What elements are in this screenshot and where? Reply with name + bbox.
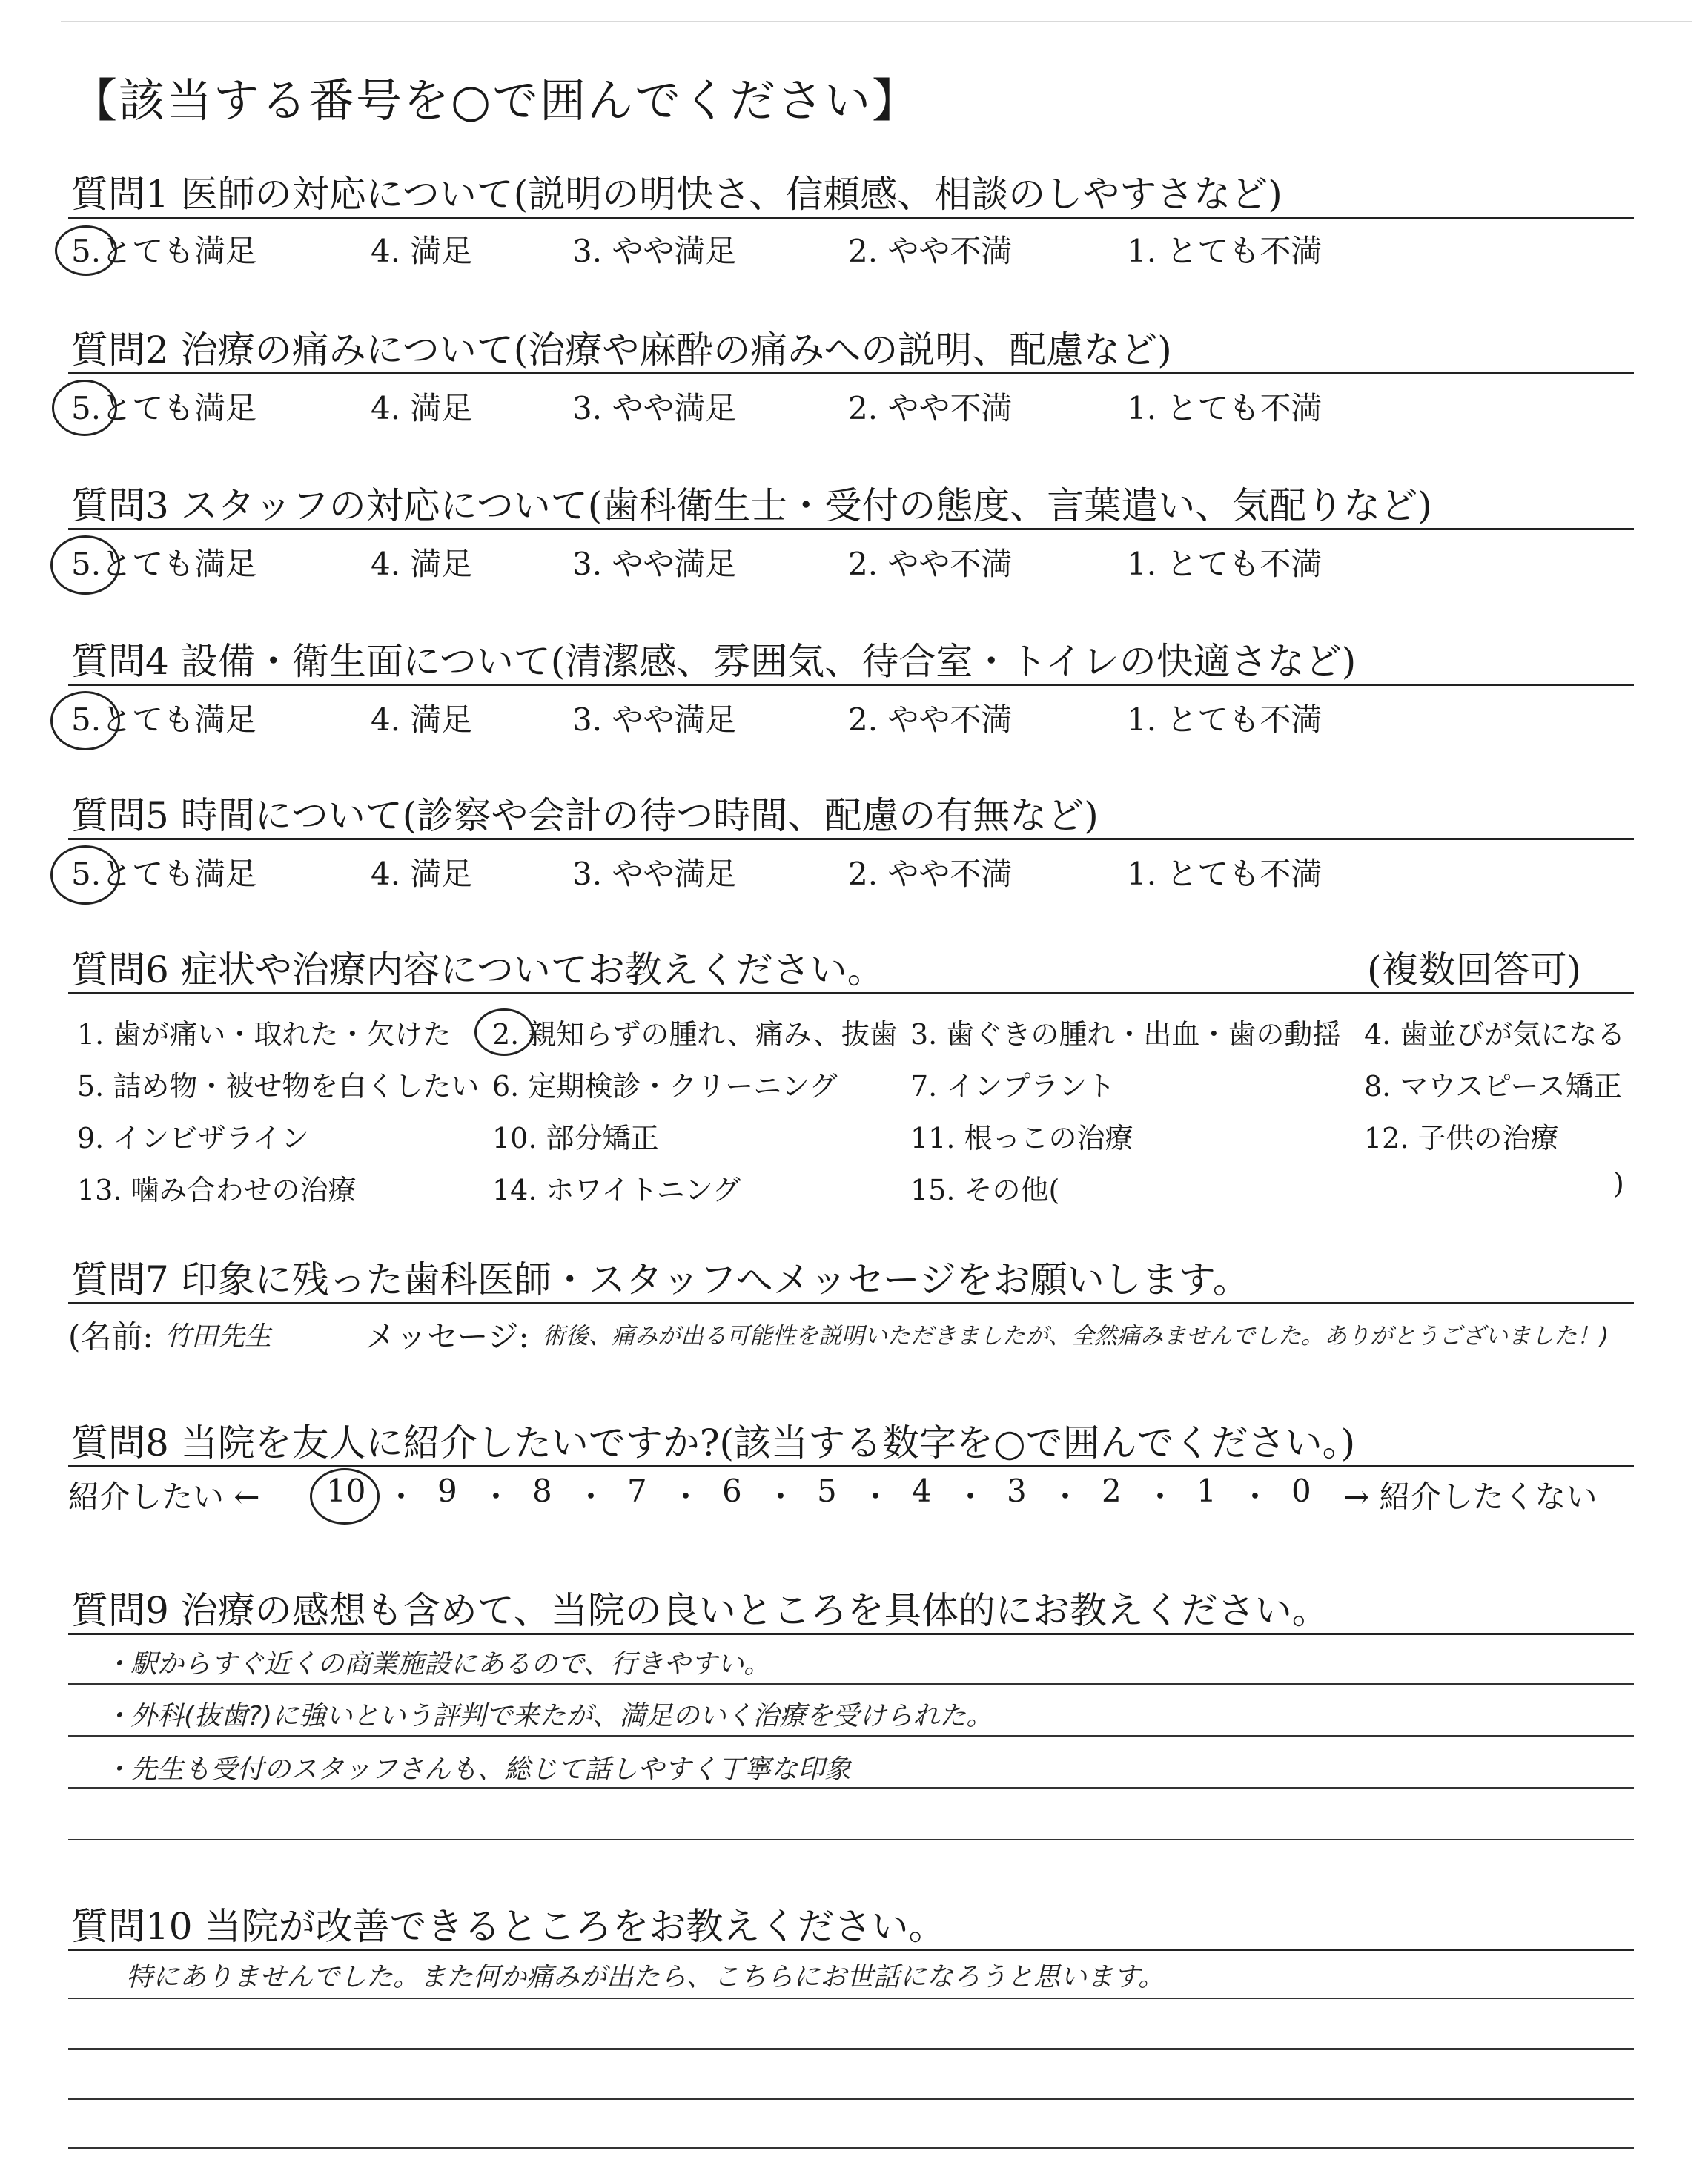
q8-label: 質問8 当院を友人に紹介したいですか?(該当する数字を○で囲んでください。) — [71, 1421, 1356, 1464]
q1-selection-circle — [55, 225, 117, 276]
q8-right-label: → 紹介したくない — [1343, 1479, 1598, 1515]
q8-scale-0[interactable]: 0 — [1291, 1473, 1311, 1509]
q8-dot: ・ — [1050, 1479, 1082, 1515]
q4-option-2[interactable]: 2. やや不満 — [848, 701, 1013, 738]
q4-option-1[interactable]: 1. とても不満 — [1127, 701, 1323, 738]
q6-rule — [68, 992, 1634, 994]
q6-note: (複数回答可) — [1367, 948, 1582, 991]
q1-option-5[interactable]: 5.とても満足 — [71, 233, 257, 269]
q10-answer-line-1 — [68, 1998, 1634, 1999]
q3-selection-circle — [50, 535, 120, 595]
q8-scale-4[interactable]: 4 — [912, 1473, 932, 1509]
q8-dot: ・ — [955, 1479, 987, 1515]
q4-option-4[interactable]: 4. 満足 — [371, 701, 473, 738]
q10-answer-line-2 — [68, 2048, 1634, 2050]
q8-scale-7[interactable]: 7 — [627, 1473, 647, 1509]
q9-answer-1[interactable]: ・駅からすぐ近くの商業施設にあるので、行きやすい。 — [104, 1649, 771, 1680]
q3-option-2[interactable]: 2. やや不満 — [848, 546, 1013, 582]
q8-dot: ・ — [1145, 1479, 1176, 1515]
q10-answer-line-4 — [68, 2147, 1634, 2149]
q5-label: 質問5 時間について(診察や会計の待つ時間、配慮の有無など) — [71, 794, 1099, 837]
q6-item-4[interactable]: 4. 歯並びが気になる — [1364, 1018, 1626, 1051]
q7-name-prefix: (名前: — [68, 1318, 153, 1355]
q6-label: 質問6 症状や治療内容についてお教えください。 — [71, 948, 884, 991]
q8-dot: ・ — [765, 1479, 797, 1515]
page-title: 【該当する番号を○で囲んでください】 — [71, 73, 920, 128]
q2-option-1[interactable]: 1. とても不満 — [1127, 390, 1323, 426]
q9-answer-line-4 — [68, 1839, 1634, 1840]
q6-item-15[interactable]: 15. その他( — [910, 1174, 1060, 1206]
q8-scale-8[interactable]: 8 — [532, 1473, 552, 1509]
q4-option-3[interactable]: 3. やや満足 — [572, 701, 737, 738]
q6-item-2[interactable]: 2. 親知らずの腫れ、痛み、抜歯 — [492, 1018, 898, 1051]
q6-item-11[interactable]: 11. 根っこの治療 — [910, 1122, 1133, 1155]
q8-dot: ・ — [385, 1479, 417, 1515]
q8-scale-6[interactable]: 6 — [722, 1473, 742, 1509]
q8-scale-10[interactable]: 10 — [326, 1473, 366, 1509]
q1-option-1[interactable]: 1. とても不満 — [1127, 233, 1323, 269]
q7-answer-row — [68, 1312, 1634, 1358]
q9-answer-3[interactable]: ・先生も受付のスタッフさんも、総じて話しやすく丁寧な印象 — [104, 1754, 852, 1785]
q6-item-3[interactable]: 3. 歯ぐきの腫れ・出血・歯の動揺 — [910, 1018, 1341, 1051]
q10-answer[interactable]: 特にありませんでした。また何か痛みが出たら、こちらにお世話になろうと思います。 — [126, 1962, 1165, 1992]
q8-scale-2[interactable]: 2 — [1102, 1473, 1122, 1509]
q8-dot: ・ — [860, 1479, 892, 1515]
q6-selection-circle — [474, 1008, 534, 1056]
q4-selection-circle — [50, 691, 120, 750]
q2-option-3[interactable]: 3. やや満足 — [572, 390, 737, 426]
q9-label: 質問9 治療の感想も含めて、当院の良いところを具体的にお教えください。 — [71, 1589, 1329, 1632]
q5-selection-circle — [50, 845, 120, 905]
q10-answer-line-3 — [68, 2098, 1634, 2100]
q7-rule — [68, 1302, 1634, 1304]
q7-message-prefix: メッセージ: — [365, 1318, 529, 1355]
q9-answer-line-1 — [68, 1683, 1634, 1685]
q5-rule — [68, 838, 1634, 840]
q2-option-5[interactable]: 5.とても満足 — [71, 390, 257, 426]
q5-option-5[interactable]: 5.とても満足 — [71, 856, 257, 892]
q6-item-9[interactable]: 9. インビザライン — [77, 1122, 310, 1155]
q7-name-value[interactable]: 竹田先生 — [165, 1321, 272, 1352]
q2-label: 質問2 治療の痛みについて(治療や麻酔の痛みへの説明、配慮など) — [71, 328, 1172, 371]
q9-answer-line-2 — [68, 1735, 1634, 1737]
q3-label: 質問3 スタッフの対応について(歯科衛生士・受付の態度、言葉遣い、気配りなど) — [71, 484, 1432, 527]
q8-rule — [68, 1465, 1634, 1467]
q6-item-15-close: ) — [1613, 1167, 1624, 1200]
q8-left-label: 紹介したい ← — [68, 1479, 260, 1515]
q4-rule — [68, 684, 1634, 686]
q2-option-4[interactable]: 4. 満足 — [371, 390, 473, 426]
q6-item-14[interactable]: 14. ホワイトニング — [492, 1174, 741, 1206]
q6-item-6[interactable]: 6. 定期検診・クリーニング — [492, 1070, 838, 1103]
q2-selection-circle — [52, 380, 117, 436]
q5-option-1[interactable]: 1. とても不満 — [1127, 856, 1323, 892]
q8-dot: ・ — [575, 1479, 607, 1515]
q6-item-10[interactable]: 10. 部分矯正 — [492, 1122, 659, 1155]
q4-option-5[interactable]: 5.とても満足 — [71, 701, 257, 738]
q1-option-4[interactable]: 4. 満足 — [371, 233, 473, 269]
q3-option-3[interactable]: 3. やや満足 — [572, 546, 737, 582]
q8-dot: ・ — [480, 1479, 512, 1515]
q6-item-7[interactable]: 7. インプラント — [910, 1070, 1116, 1103]
q6-item-12[interactable]: 12. 子供の治療 — [1364, 1122, 1559, 1155]
q8-scale-5[interactable]: 5 — [817, 1473, 837, 1509]
q8-scale-1[interactable]: 1 — [1196, 1473, 1217, 1509]
q2-option-2[interactable]: 2. やや不満 — [848, 390, 1013, 426]
q8-scale-9[interactable]: 9 — [437, 1473, 457, 1509]
q7-message-value[interactable]: 術後、痛みが出る可能性を説明いただきましたが、全然痛みませんでした。ありがとうございました！) — [543, 1323, 1609, 1350]
q8-selection-circle — [310, 1468, 380, 1525]
q9-answer-2[interactable]: ・外科(抜歯?)に強いという評判で来たが、満足のいく治療を受けられた。 — [104, 1701, 993, 1731]
q10-rule — [68, 1949, 1634, 1951]
q5-option-4[interactable]: 4. 満足 — [371, 856, 473, 892]
top-border — [61, 21, 1692, 22]
q8-scale-3[interactable]: 3 — [1007, 1473, 1027, 1509]
q4-label: 質問4 設備・衛生面について(清潔感、雰囲気、待合室・トイレの快適さなど) — [71, 640, 1357, 683]
q1-rule — [68, 217, 1634, 219]
q8-dot: ・ — [670, 1479, 702, 1515]
q6-item-5[interactable]: 5. 詰め物・被せ物を白くしたい — [77, 1070, 480, 1103]
q2-rule — [68, 372, 1634, 374]
q3-option-4[interactable]: 4. 満足 — [371, 546, 473, 582]
q1-option-3[interactable]: 3. やや満足 — [572, 233, 737, 269]
q3-rule — [68, 528, 1634, 530]
q9-answer-line-3 — [68, 1787, 1634, 1789]
q8-dot: ・ — [1239, 1479, 1271, 1515]
q10-label: 質問10 当院が改善できるところをお教えください。 — [71, 1905, 946, 1948]
q7-label: 質問7 印象に残った歯科医師・スタッフへメッセージをお願いします。 — [71, 1258, 1250, 1301]
q3-option-5[interactable]: 5.とても満足 — [71, 546, 257, 582]
q1-label: 質問1 医師の対応について(説明の明快さ、信頼感、相談のしやすさなど) — [71, 173, 1282, 216]
q6-item-1[interactable]: 1. 歯が痛い・取れた・欠けた — [77, 1018, 451, 1051]
q6-item-8[interactable]: 8. マウスピース矯正 — [1364, 1070, 1622, 1103]
q9-rule — [68, 1633, 1634, 1635]
q3-option-1[interactable]: 1. とても不満 — [1127, 546, 1323, 582]
q6-item-13[interactable]: 13. 噛み合わせの治療 — [77, 1174, 357, 1206]
q1-option-2[interactable]: 2. やや不満 — [848, 233, 1013, 269]
q5-option-3[interactable]: 3. やや満足 — [572, 856, 737, 892]
q5-option-2[interactable]: 2. やや不満 — [848, 856, 1013, 892]
